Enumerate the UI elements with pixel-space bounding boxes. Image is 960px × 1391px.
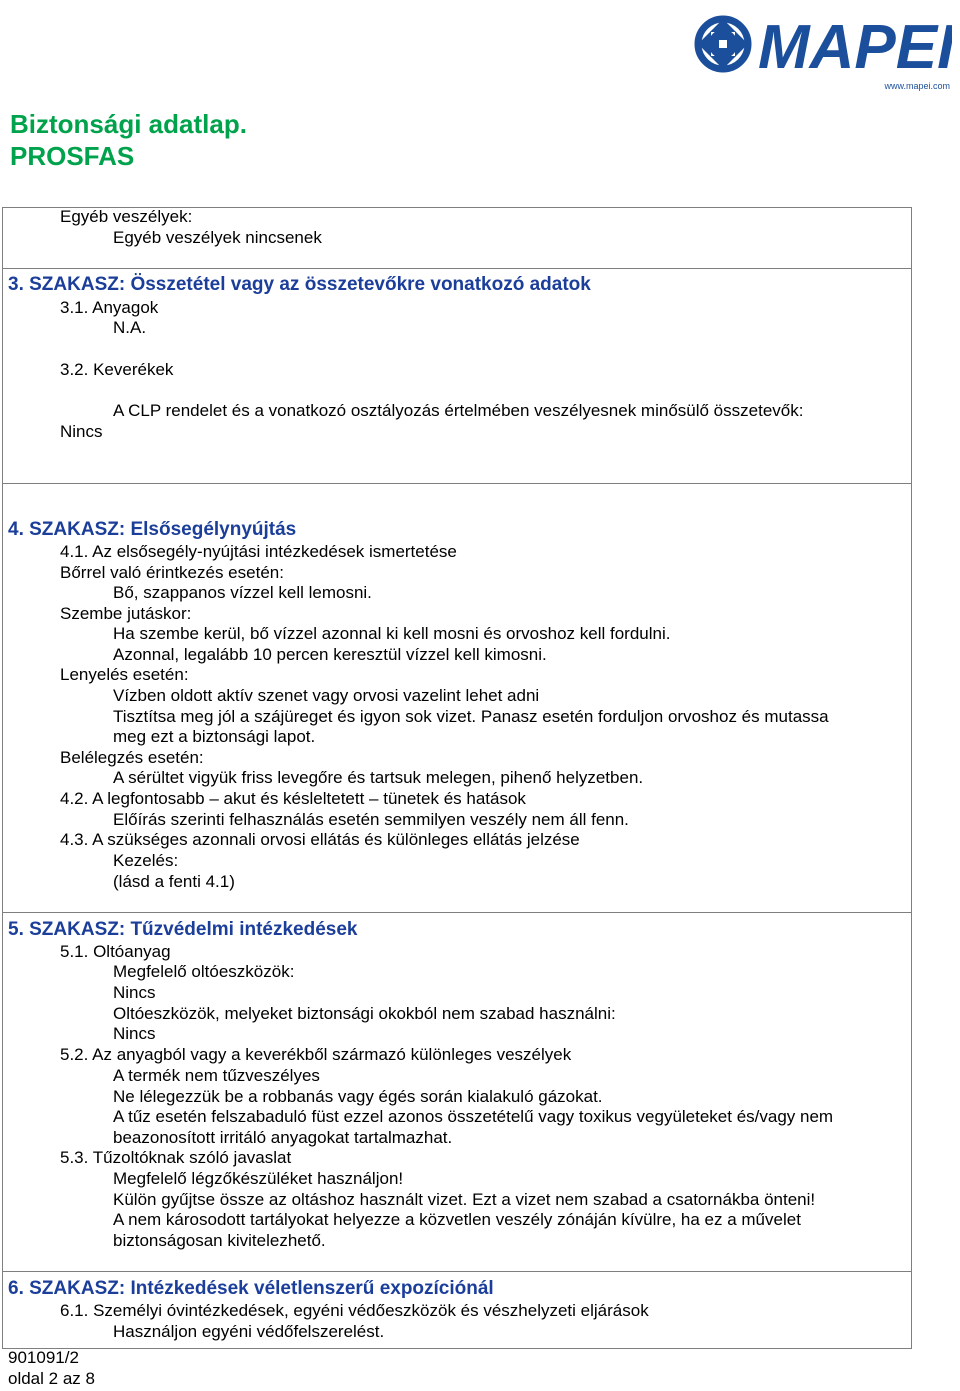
document-title-product: PROSFAS (10, 141, 135, 171)
section5-3-text-1: Megfelelő légzőkészüléket használjon! (113, 1169, 404, 1188)
ingestion-label: Lenyelés esetén: (60, 665, 189, 684)
section6-1: 6.1. Személyi óvintézkedések, egyéni védőeszközök és vészhelyzeti eljárások (60, 1301, 649, 1320)
section5-3-text-3: A nem károsodott tartályokat helyezze a közvetlen veszély zónáján kívülre, ha ez a művelet (113, 1210, 801, 1229)
section6-1-text: Használjon egyéni védőfelszerelést. (113, 1322, 385, 1341)
inhalation-label: Belélegzés esetén: (60, 748, 204, 767)
other-hazards-value: Egyéb veszélyek nincsenek (113, 228, 322, 247)
section5-1: 5.1. Oltóanyag (60, 942, 171, 961)
section4-heading: 4. SZAKASZ: Elsősegélynyújtás (8, 519, 297, 540)
section5-2-text-3: A tűz esetén felszabaduló füst ezzel azonos összetételű vagy toxikus vegyületeket és/vagy nem (113, 1107, 834, 1126)
document-title (10, 108, 247, 172)
section3-2-clp: A CLP rendelet és a vonatkozó osztályozás értelmében veszélyesnek minősülő összetevők: (113, 401, 804, 420)
section5-heading: 5. SZAKASZ: Tűzvédelmi intézkedések (8, 919, 358, 940)
ingestion-text-2: Tisztítsa meg jól a szájüreget és igyon sok vizet. Panasz esetén forduljon orvoshoz és mutassa (113, 707, 829, 726)
other-hazards-label: Egyéb veszélyek: (60, 207, 193, 226)
document-title-line1: Biztonsági adatlap. (10, 109, 247, 139)
section3-1-value: N.A. (113, 318, 147, 337)
section6-heading: 6. SZAKASZ: Intézkedések véletlenszerű expozíciónál (8, 1278, 494, 1299)
section5-2-text-4: beazonosított irritáló anyagokat tartalmazhat. (113, 1128, 453, 1147)
section5-1-unsuitable-label: Oltóeszközök, melyeket biztonsági okokból nem szabad használni: (113, 1004, 616, 1023)
section5-1-suitable-label: Megfelelő oltóeszközök: (113, 962, 295, 981)
section5-2: 5.2. Az anyagból vagy a keverékből származó különleges veszélyek (60, 1045, 572, 1064)
section4-3: 4.3. A szükséges azonnali orvosi ellátás és különleges ellátás jelzése (60, 830, 580, 849)
section5-1-suitable-value: Nincs (113, 983, 156, 1002)
footer-page-number: oldal 2 az 8 (8, 1369, 95, 1388)
section5-3: 5.3. Tűzoltóknak szóló javaslat (60, 1148, 292, 1167)
ingestion-text-3: meg ezt a biztonsági lapot. (113, 727, 316, 746)
ingestion-text-1: Vízben oldott aktív szenet vagy orvosi vazelint lehet adni (113, 686, 540, 705)
skin-contact-label: Bőrrel való érintkezés esetén: (60, 563, 284, 582)
section5-1-unsuitable-value: Nincs (113, 1024, 156, 1043)
section3-2: 3.2. Keverékek (60, 360, 174, 379)
section4-3-see-above: (lásd a fenti 4.1) (113, 872, 235, 891)
section4-3-treatment: Kezelés: (113, 851, 179, 870)
inhalation-text: A sérültet vigyük friss levegőre és tartsuk melegen, pihenő helyzetben. (113, 768, 644, 787)
skin-contact-text: Bő, szappanos vízzel kell lemosni. (113, 583, 372, 602)
section5-2-text-2: Ne lélegezzük be a robbanás vagy égés során kialakuló gázokat. (113, 1087, 603, 1106)
section3-heading: 3. SZAKASZ: Összetétel vagy az összetevőkre vonatkozó adatok (8, 274, 591, 295)
svg-text:MAPEI: MAPEI (758, 13, 952, 80)
section3-2-nincs: Nincs (60, 422, 103, 441)
eye-contact-text-2: Azonnal, legalább 10 percen keresztül vízzel kell kimosni. (113, 645, 547, 664)
eye-contact-text-1: Ha szembe kerül, bő vízzel azonnal ki kell mosni és orvoshoz kell fordulni. (113, 624, 671, 643)
section5-2-text-1: A termék nem tűzveszélyes (113, 1066, 320, 1085)
section4-1: 4.1. Az elsősegély-nyújtási intézkedések ismertetése (60, 542, 457, 561)
logo-url: www.mapei.com (884, 81, 950, 91)
mapei-logo (690, 4, 952, 85)
section4-2: 4.2. A legfontosabb – akut és késleltetett – tünetek és hatások (60, 789, 526, 808)
section4-2-text: Előírás szerinti felhasználás esetén semmilyen veszély nem áll fenn. (113, 810, 629, 829)
eye-contact-label: Szembe jutáskor: (60, 604, 192, 623)
section3-1: 3.1. Anyagok (60, 298, 159, 317)
footer-document-code: 901091/2 (8, 1348, 79, 1367)
section5-3-text-2: Külön gyűjtse össze az oltáshoz használt vizet. Ezt a vizet nem szabad a csatornákba önteni! (113, 1190, 816, 1209)
mapei-logo-graphic (690, 4, 952, 80)
section5-3-text-4: biztonságosan kivitelezhető. (113, 1231, 326, 1250)
